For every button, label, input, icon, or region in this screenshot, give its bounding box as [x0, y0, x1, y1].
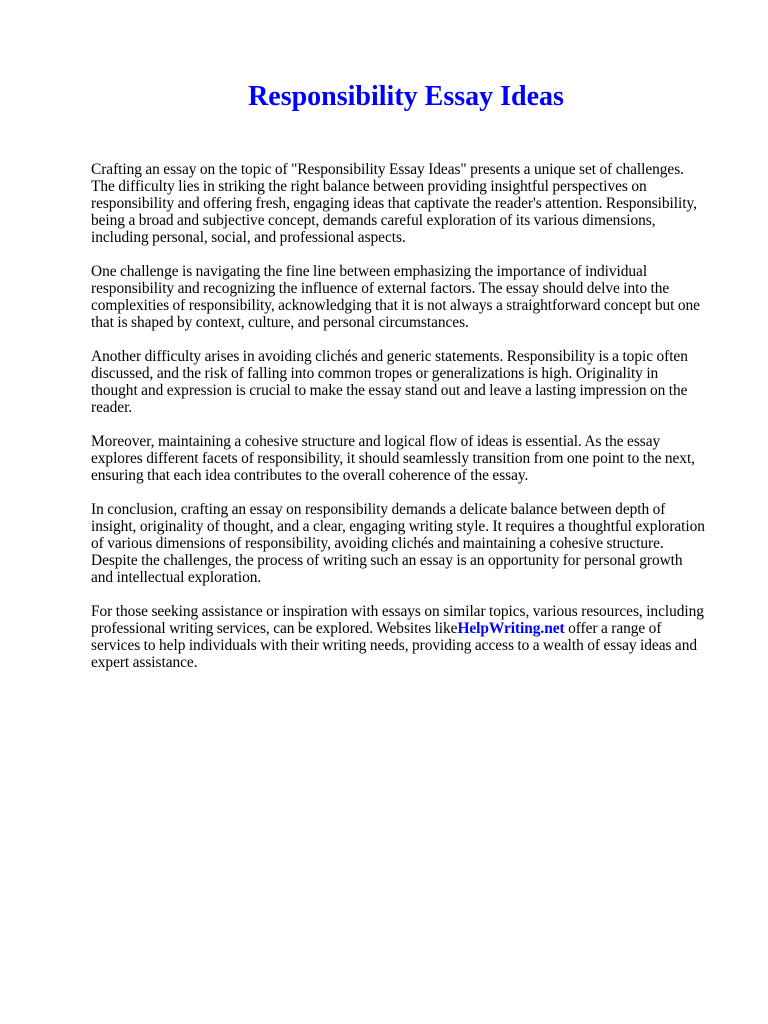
helpwriting-link[interactable]: HelpWriting.net	[457, 620, 565, 637]
paragraph-resources	[91, 603, 721, 671]
page-title: Responsibility Essay Ideas	[248, 81, 564, 112]
resources-text-before-link: For those seeking assistance or inspiration with essays on similar topics, various resources, including professional writing services, can be explored. Websites like	[91, 603, 704, 637]
paragraph-conclusion: In conclusion, crafting an essay on responsibility demands a delicate balance between depth of insight, originality of thought, and a clear, engaging writing style. It requires a thoughtful exploration of various dimensions of responsibility, avoiding clichés and maintaining a cohesive structure. Despite the challenges, the process of writing such an essay is an opportunity for personal growth and intellectual exploration.	[91, 501, 705, 586]
paragraph-cliches: Another difficulty arises in avoiding clichés and generic statements. Responsibility is a topic often discussed, and the risk of falling into common tropes or generalizations is high. Originality in thought and expression is crucial to make the essay stand out and leave a lasting impression on the reader.	[91, 348, 688, 416]
paragraph-challenge: One challenge is navigating the fine line between emphasizing the importance of individual responsibility and recognizing the influence of external factors. The essay should delve into the complexities of responsibility, acknowledging that it is not always a straightforward concept but one that is shaped by context, culture, and personal circumstances.	[91, 263, 700, 331]
paragraph-structure: Moreover, maintaining a cohesive structure and logical flow of ideas is essential. As the essay explores different facets of responsibility, it should seamlessly transition from one point to the next, ensuring that each idea contributes to the overall coherence of the essay.	[91, 433, 695, 484]
resources-text-after-link: offer a range of services to help individuals with their writing needs, providing access to a wealth of essay ideas and expert assistance.	[91, 620, 697, 671]
paragraph-intro: Crafting an essay on the topic of "Responsibility Essay Ideas" presents a unique set of challenges. The difficulty lies in striking the right balance between providing insightful perspectives on responsibility and offering fresh, engaging ideas that captivate the reader's attention. Responsibility, being a broad and subjective concept, demands careful exploration of its various dimensions, including personal, social, and professional aspects.	[91, 161, 697, 246]
document-page	[91, 78, 721, 688]
